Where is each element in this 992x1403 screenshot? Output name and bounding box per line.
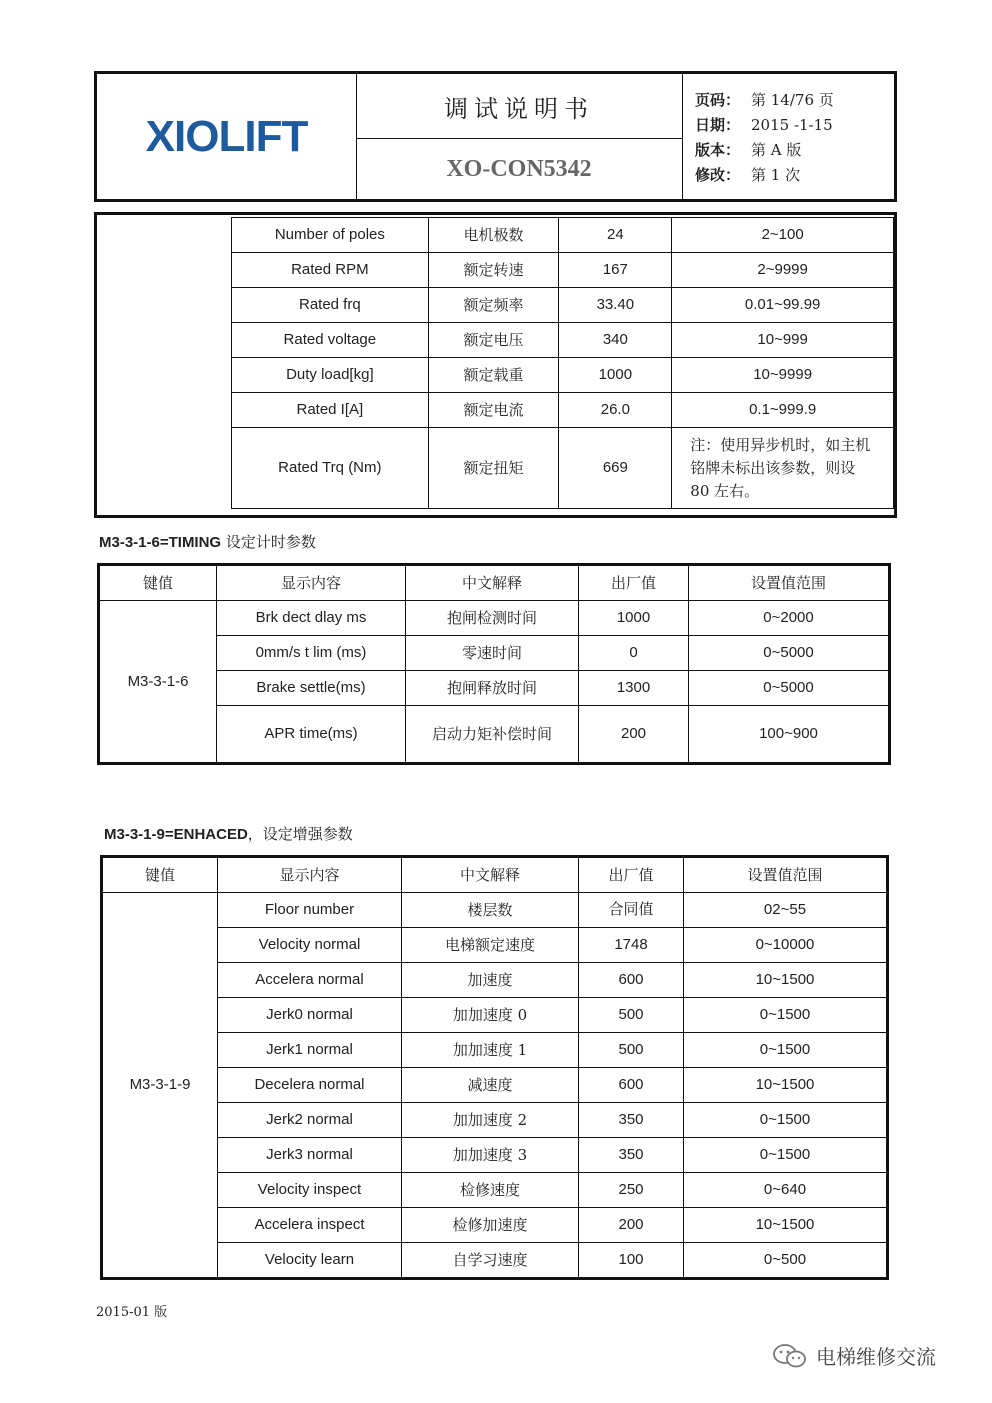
display-content: 0mm/s t lim (ms) [217, 636, 406, 671]
table-row [232, 253, 894, 288]
chinese-explanation: 加加速度 0 [402, 998, 579, 1033]
factory-value: 250 [579, 1173, 684, 1208]
section-code: M3-3-1-6=TIMING [99, 534, 222, 551]
param-range: 10~999 [672, 323, 894, 358]
setting-range: 02~55 [684, 893, 888, 928]
chinese-explanation: 启动力矩补偿时间 [406, 706, 579, 764]
section-code: M3-3-1-9=ENHACED [104, 826, 248, 843]
param-name: Rated frq [232, 288, 429, 323]
footer-version: 2015-01 版 [96, 1305, 168, 1320]
table-row [102, 1068, 888, 1103]
motor-params-table-frame [94, 212, 897, 518]
table-row [232, 428, 894, 509]
display-content: Jerk3 normal [218, 1138, 402, 1173]
display-content: Velocity learn [218, 1243, 402, 1279]
meta-version [695, 138, 834, 163]
param-name: Duty load[kg] [232, 358, 429, 393]
setting-range: 10~1500 [684, 963, 888, 998]
meta-key: 修改： [695, 166, 741, 184]
chinese-explanation: 检修速度 [402, 1173, 579, 1208]
setting-range: 10~1500 [684, 1068, 888, 1103]
chinese-explanation: 自学习速度 [402, 1243, 579, 1279]
param-value: 24 [559, 218, 672, 253]
factory-value: 1748 [579, 928, 684, 963]
param-zh: 额定载重 [428, 358, 559, 393]
factory-value: 350 [579, 1138, 684, 1173]
display-content: Accelera inspect [218, 1208, 402, 1243]
table-row [232, 218, 894, 253]
param-range: 0.01~99.99 [672, 288, 894, 323]
param-value: 340 [559, 323, 672, 358]
display-content: Decelera normal [218, 1068, 402, 1103]
param-name: Rated Trq (Nm) [232, 428, 429, 509]
meta-key: 版本： [695, 141, 741, 159]
meta-page [695, 88, 834, 113]
param-zh: 额定电流 [428, 393, 559, 428]
factory-value: 600 [579, 1068, 684, 1103]
param-name: Rated I[A] [232, 393, 429, 428]
table-row [232, 393, 894, 428]
column-header: 出厂值 [579, 857, 684, 893]
header-row [102, 857, 888, 893]
key-value: M3-3-1-9 [102, 893, 218, 1279]
display-content: APR time(ms) [217, 706, 406, 764]
factory-value: 500 [579, 998, 684, 1033]
table-row [102, 1208, 888, 1243]
meta-date [695, 113, 834, 138]
setting-range: 0~10000 [684, 928, 888, 963]
setting-range: 0~500 [684, 1243, 888, 1279]
table-row [102, 928, 888, 963]
param-range: 2~100 [672, 218, 894, 253]
setting-range: 0~5000 [689, 636, 890, 671]
display-content: Velocity inspect [218, 1173, 402, 1208]
chinese-explanation: 加加速度 2 [402, 1103, 579, 1138]
company-logo [97, 74, 357, 199]
factory-value: 200 [579, 706, 689, 764]
factory-value: 350 [579, 1103, 684, 1138]
column-header: 键值 [102, 857, 218, 893]
param-value: 26.0 [559, 393, 672, 428]
param-range: 10~9999 [672, 358, 894, 393]
table-row [102, 1138, 888, 1173]
section-desc: 设定计时参数 [221, 533, 316, 551]
chinese-explanation: 零速时间 [406, 636, 579, 671]
display-content: Brake settle(ms) [217, 671, 406, 706]
wechat-icon [770, 1342, 810, 1370]
column-header: 显示内容 [218, 857, 402, 893]
factory-value: 100 [579, 1243, 684, 1279]
setting-range: 0~5000 [689, 671, 890, 706]
meta-value: 2015 -1-15 [751, 116, 833, 134]
factory-value: 合同值 [579, 893, 684, 928]
table-row [99, 706, 890, 764]
setting-range: 0~1500 [684, 1138, 888, 1173]
param-zh: 电机极数 [428, 218, 559, 253]
column-header: 设置值范围 [684, 857, 888, 893]
factory-value: 1000 [579, 601, 689, 636]
watermark [770, 1341, 936, 1370]
watermark-text: 电梯维修交流 [816, 1345, 936, 1369]
param-value: 167 [559, 253, 672, 288]
param-range: 0.1~999.9 [672, 393, 894, 428]
setting-range: 0~640 [684, 1173, 888, 1208]
table-row [102, 1103, 888, 1138]
column-header: 中文解释 [406, 565, 579, 601]
factory-value: 600 [579, 963, 684, 998]
motor-params-table [231, 217, 894, 509]
timing-table [97, 563, 891, 765]
table-row [99, 671, 890, 706]
table-row [99, 601, 890, 636]
param-name: Number of poles [232, 218, 429, 253]
table-row [232, 288, 894, 323]
chinese-explanation: 抱闸释放时间 [406, 671, 579, 706]
header-meta [695, 88, 834, 188]
display-content: Floor number [218, 893, 402, 928]
setting-range: 0~1500 [684, 998, 888, 1033]
setting-range: 0~1500 [684, 1033, 888, 1068]
timing-section-title [99, 531, 316, 552]
chinese-explanation: 楼层数 [402, 893, 579, 928]
table-row [102, 1243, 888, 1279]
factory-value: 500 [579, 1033, 684, 1068]
chinese-explanation: 加速度 [402, 963, 579, 998]
chinese-explanation: 电梯额定速度 [402, 928, 579, 963]
param-value: 1000 [559, 358, 672, 393]
enhanced-table [100, 855, 889, 1280]
chinese-explanation: 加加速度 3 [402, 1138, 579, 1173]
meta-key: 日期： [695, 116, 741, 134]
table-row [232, 358, 894, 393]
table-row [99, 636, 890, 671]
param-zh: 额定转速 [428, 253, 559, 288]
header-row [99, 565, 890, 601]
chinese-explanation: 抱闸检测时间 [406, 601, 579, 636]
meta-value: 第 A 版 [751, 141, 802, 159]
setting-range: 10~1500 [684, 1208, 888, 1243]
table-row [102, 963, 888, 998]
param-note: 注：使用异步机时，如主机铭牌未标出该参数，则设 80 左右。 [672, 428, 894, 509]
document-code: XO-CON5342 [446, 155, 592, 182]
setting-range: 0~2000 [689, 601, 890, 636]
param-name: Rated RPM [232, 253, 429, 288]
factory-value: 1300 [579, 671, 689, 706]
logo-text: XIOLIFT [145, 111, 308, 161]
display-content: Velocity normal [218, 928, 402, 963]
factory-value: 0 [579, 636, 689, 671]
document-title: 调试说明书 [356, 74, 682, 139]
display-content: Accelera normal [218, 963, 402, 998]
meta-value: 第 1 次 [751, 166, 801, 184]
display-content: Jerk0 normal [218, 998, 402, 1033]
chinese-explanation: 加加速度 1 [402, 1033, 579, 1068]
document-header [94, 71, 897, 202]
column-header: 显示内容 [217, 565, 406, 601]
table-row [232, 323, 894, 358]
chinese-explanation: 减速度 [402, 1068, 579, 1103]
setting-range: 100~900 [689, 706, 890, 764]
display-content: Jerk1 normal [218, 1033, 402, 1068]
header-title-block [356, 74, 683, 199]
meta-key: 页码： [695, 91, 741, 109]
column-header: 设置值范围 [689, 565, 890, 601]
column-header: 出厂值 [579, 565, 689, 601]
display-content: Jerk2 normal [218, 1103, 402, 1138]
meta-revision [695, 163, 834, 188]
enhanced-section-title [104, 823, 353, 844]
table-row [102, 1033, 888, 1068]
param-zh: 额定扭矩 [428, 428, 559, 509]
chinese-explanation: 检修加速度 [402, 1208, 579, 1243]
param-zh: 额定频率 [428, 288, 559, 323]
param-range: 2~9999 [672, 253, 894, 288]
meta-value: 第 14/76 页 [751, 91, 834, 109]
param-value: 33.40 [559, 288, 672, 323]
table-row [102, 998, 888, 1033]
factory-value: 200 [579, 1208, 684, 1243]
param-zh: 额定电压 [428, 323, 559, 358]
display-content: Brk dect dlay ms [217, 601, 406, 636]
setting-range: 0~1500 [684, 1103, 888, 1138]
param-value: 669 [559, 428, 672, 509]
column-header: 中文解释 [402, 857, 579, 893]
key-value: M3-3-1-6 [99, 601, 217, 764]
column-header: 键值 [99, 565, 217, 601]
table-row [102, 893, 888, 928]
section-desc: ，设定增强参数 [247, 825, 353, 843]
table-row [102, 1173, 888, 1208]
param-name: Rated voltage [232, 323, 429, 358]
